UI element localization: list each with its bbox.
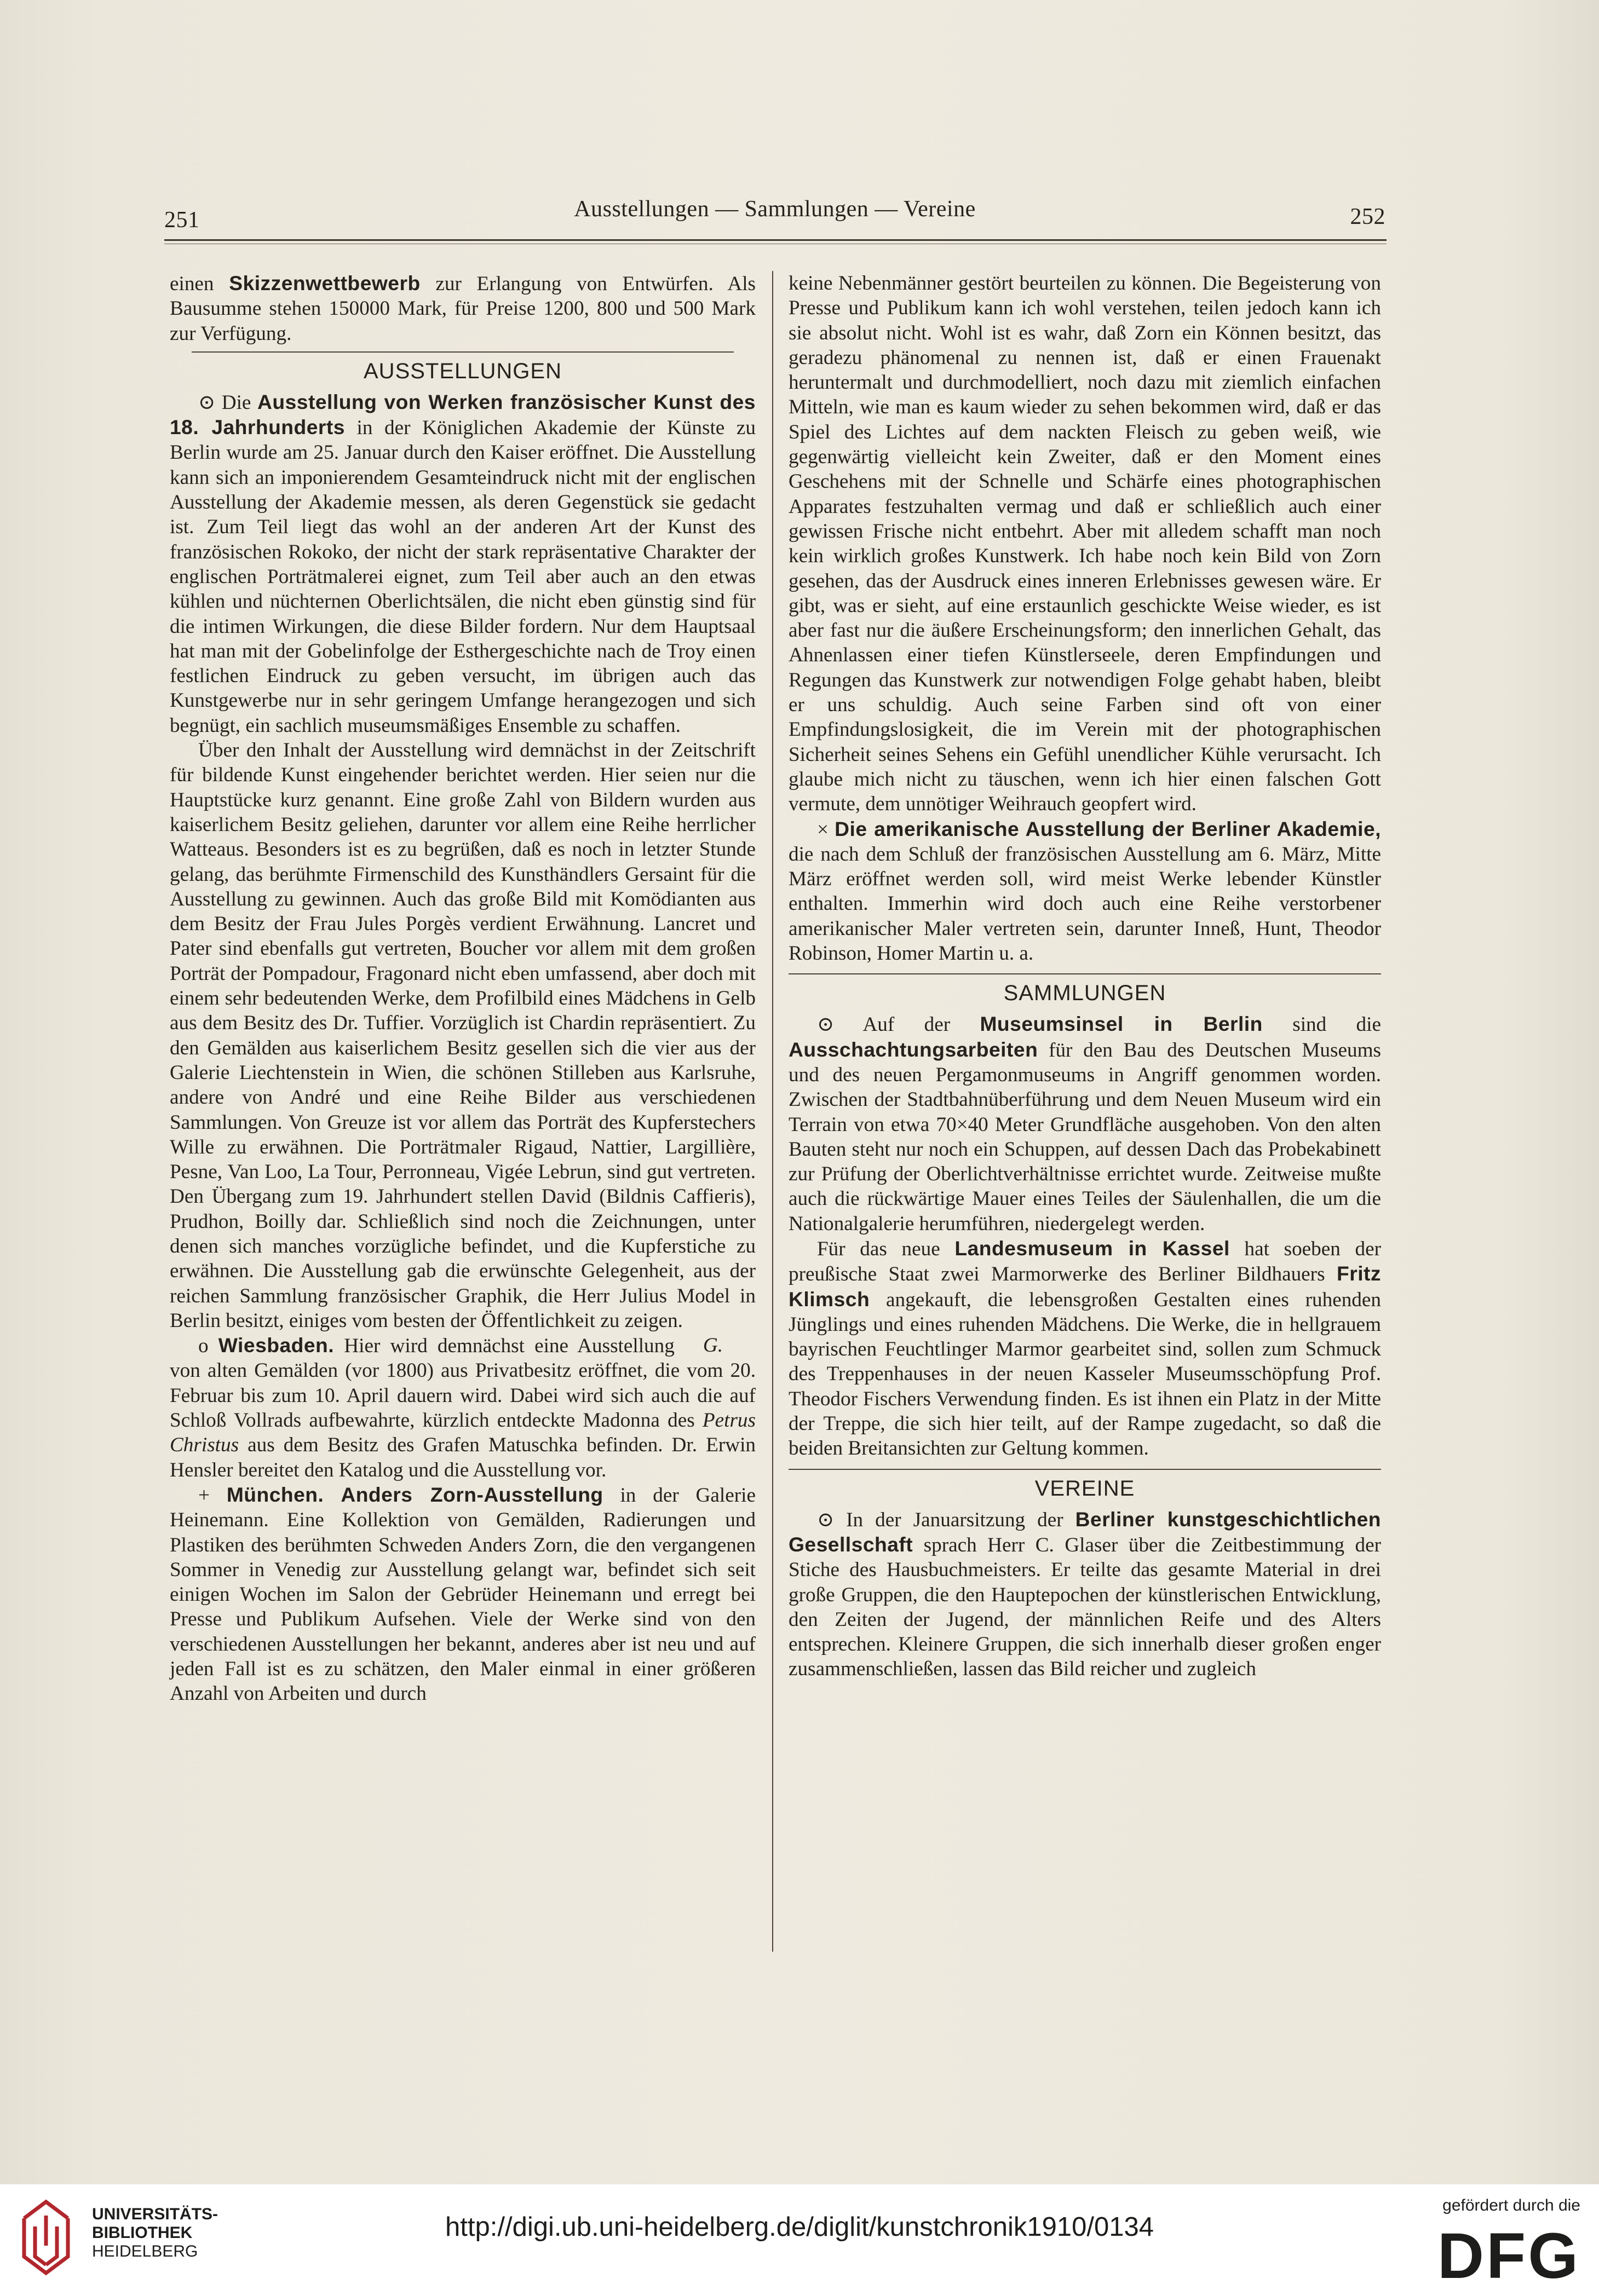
section-heading-vereine: VEREINE bbox=[1034, 1476, 1135, 1501]
column-divider bbox=[772, 271, 773, 1952]
bold-term: Berliner kunstgeschichtlichen Gesellschaft bbox=[789, 1507, 1381, 1556]
left-column bbox=[170, 271, 756, 1706]
page-number-right: 252 bbox=[1350, 204, 1385, 229]
circle-mark-icon: ⊙ In der Januarsitzung der bbox=[817, 1508, 1075, 1531]
paragraph-wiesbaden: o Wiesbaden. Hier wird demnächst eine Ausstellung von alten Gemälden (vor 1800) aus Privatbesitz eröffnet, die vom 20. Februar bis zum 10. April dauern wird. Dabei wird sich auch die auf Schloß Vollrads aufbewahrte, kürzlich entdeckte Madonna des Petrus Christus aus dem Besitz des Grafen Matuschka befinden. Dr. Erwin Hensler bereitet den Katalog und die Ausstellung vor. bbox=[170, 1334, 756, 1481]
paragraph-museumsinsel: ⊙ Auf der Museumsinsel in Berlin sind die Ausschachtungsarbeiten für den Bau des Deutschen Museums und des neuen Pergamonmuseums in Angriff genommen worden. Zwischen der Stadtbahnüberführung und dem Neuen Museum wird ein Terrain von etwa 70×40 Meter Grundfläche ausgehoben. Von den alten Bauten steht nur noch ein Schuppen, auf dessen Dach das Probekabinett zur Prüfung der Oberlichtverhältnisse errichtet wurde. Zeitweise mußte auch die rückwärtige Mauer eines Teiles der Säulenhallen, die um die Nationalgalerie herumführen, niedergelegt werden. bbox=[789, 1012, 1381, 1235]
paragraph-landesmuseum-kassel: Für das neue Landesmuseum in Kassel hat soeben der preußische Staat zwei Marmorwerke des Berliner Bildhauers Fritz Klimsch angekauft, die lebensgroßen Gestalten eines ruhenden Jünglings und eines ruhenden Mädchens. Die Werke, die in hellgrauem bayrischen Feuchtlinger Marmor gearbeitet sind, sollen zum Schmuck des Treppenhauses in der neuen Kasseler Museumsschöpfung Prof. Theodor Fischers Verwendung finden. Es ist ihnen ein Platz in der Mitte der Treppe, die sich hier teilt, auf der Rampe zugedacht, so daß die beiden Breitansichten zur Geltung kommen. bbox=[789, 1236, 1381, 1460]
digitization-footer bbox=[0, 2184, 1599, 2296]
section-rule bbox=[789, 973, 1381, 974]
paragraph-skizzenwettbewerb: einen Skizzenwettbewerb zur Erlangung von Entwürfen. Als Bausumme stehen 150000 Mark, für Preise 1200, 800 und 500 Mark zur Verfügung. bbox=[170, 272, 756, 345]
header-rule bbox=[164, 239, 1387, 241]
paragraph-muenchen: + München. Anders Zorn-Ausstellung in der Galerie Heinemann. Eine Kollektion von Gemälden, Radierungen und Plastiken des berühmten Schweden Anders Zorn, die den vergangenen Sommer in Venedig zur Ausstellung gelangt war, befindet sich seit einigen Wochen im Salon der Gebrüder Heinemann und erregt bei Presse und Publikum Aufsehen. Viele der Werke sind von den verschiedenen Ausstellungen her bekannt, anderes aber ist neu und auf jeden Fall ist es zu schätzen, den Maler einmal in einer größeren Anzahl von Arbeiten und durch bbox=[170, 1482, 756, 1705]
bold-term: Wiesbaden. bbox=[218, 1334, 335, 1357]
paragraph-zorn-continued: keine Nebenmänner gestört beurteilen zu können. Die Begeisterung von Presse und Publikum kann ich wohl verstehen, teilen jedoch kann ich sie absolut nicht. Wohl ist es wahr, daß Zorn ein Können besitzt, das geradezu phänomenal zu nennen ist, daß er einen Frauenakt heruntermalt und durchmodelliert, noch dazu mit ziemlich einfachen Mitteln, wie man es kaum wieder zu sehen bekommen wird, daß er das Spiel des Lichtes auf dem nackten Fleisch zu geben weiß, wie gegenwärtig vielleicht kein Zweiter, daß er den Moment eines Geschehens mit der Schnelle und Schärfe eines photographischen Apparates festzuhalten vermag und daß er schließlich auch einer gewissen Frische nicht entbehrt. Aber mit alledem schafft man noch kein wirklich großes Kunstwerk. Ich habe noch kein Bild von Zorn gesehen, das der Ausdruck eines inneren Erlebnisses gewesen wäre. Er gibt, was er sieht, auf eine erstaunlich geschickte Weise wieder, es ist aber fast nur die äußere Erscheinungsform; den innerlichen Gehalt, das Ahnenlassen einer tiefen Künstlerseele, deren Empfindungen und Regungen das Kunstwerk zur notwendigen Folge gehabt haben, bleibt er uns schuldig. Auch seine Farben sind oft von einer Empfindungslosigkeit, die im Verein mit der photographischen Sicherheit seines Sehens ein Gefühl unendlicher Kühle verursacht. Ich glaube mich nicht zu täuschen, wenn ich hier einen falschen Gott vermute, dem unnötiger Weihrauch geopfert wird. bbox=[789, 272, 1381, 816]
bold-term: Skizzenwettbewerb bbox=[229, 272, 421, 295]
bold-term: Museumsinsel in Berlin bbox=[980, 1012, 1263, 1036]
source-url-link[interactable]: http://digi.ub.uni-heidelberg.de/diglit/kunstchronik1910/0134 bbox=[445, 2212, 1154, 2242]
paragraph-inhalt: Über den Inhalt der Ausstellung wird demnächst in der Zeitschrift für bildende Kunst eingehender berichtet werden. Hier seien nur die Hauptstücke kurz genannt. Eine große Zahl von Bildern wurden aus kaiserlichem Besitz geliehen, darunter vor allem eine Reihe herrlicher Watteaus. Besonders ist es zu begrüßen, daß es noch in letzter Stunde gelang, das berühmte Firmenschild des Kunsthändlers Gersaint für die Ausstellung zu gewinnen. Auch das große Bild mit Komödianten aus dem Besitz der Frau Jules Porgès verdient Erwähnung. Lancret und Pater sind ebenfalls gut vertreten, Boucher vor allem mit dem großen Porträt der Pompadour, Fragonard nicht eben umfassend, aber doch mit einem sehr bedeutenden Werke, dem Profilbild eines Mädchens in Gelb aus dem Besitz des Dr. Tuffier. Vorzüglich ist Chardin repräsentiert. Zu den Gemälden aus kaiserlichem Besitz gesellen sich die vier aus der Galerie Liechtenstein in Wien, die schönen Stilleben aus Karlsruhe, andere von André und eine Reihe Bilder aus verschiedenen Sammlungen. Von Greuze ist vor allem das Porträt des Kupferstechers Wille zu erwähnen. Die Porträtmaler Rigaud, Nattier, Largillière, Pesne, Van Loo, La Tour, Perronneau, Vigée Lebrun, sind gut vertreten. Den Übergang zum 19. Jahrhundert stellen David (Bildnis Caffieris), Prudhon, Boilly dar. Schließlich sind noch die Zeichnungen, unter denen sich manches vorzügliche befindet, und die Kupferstiche zu erwähnen. Die Ausstellung gab die erwünschte Gelegenheit, aus der reichen Sammlung französischer Graphik, die Herr Julius Model in Berlin besitzt, einiges vom besten der Öffentlichkeit zu zeigen. G. bbox=[170, 738, 756, 1333]
x-mark-icon: × bbox=[817, 818, 835, 841]
paragraph-amerikanische-ausstellung: × Die amerikanische Ausstellung der Berliner Akademie, die nach dem Schluß der französischen Ausstellung am 6. März, Mitte März eröffnet werden soll, wird meist Werke lebender Künstler enthalten. Immerhin wird doch auch eine Reihe verstorbener amerikanischer Maler vertreten sein, darunter Inneß, Hunt, Theodor Robinson, Homer Martin u. a. bbox=[789, 817, 1381, 965]
circle-mark-icon: ⊙ Die bbox=[198, 391, 258, 414]
bold-term: Fritz Klimsch bbox=[789, 1262, 1381, 1311]
section-heading-sammlungen: SAMMLUNGEN bbox=[1003, 981, 1166, 1006]
ring-mark-icon: o bbox=[198, 1335, 218, 1358]
dfg-logo: DFG bbox=[1437, 2220, 1580, 2292]
cross-mark-icon: + bbox=[198, 1484, 227, 1507]
library-name: UNIVERSITÄTS- BIBLIOTHEK HEIDELBERG bbox=[92, 2205, 218, 2260]
bold-term: Die amerikanische Ausstellung der Berliner Akademie, bbox=[835, 817, 1381, 840]
bold-term: Ausstellung von Werken französischer Kunst des 18. Jahrhunderts bbox=[170, 390, 756, 439]
section-rule bbox=[789, 1469, 1381, 1470]
bold-term: Landesmuseum in Kassel bbox=[954, 1236, 1230, 1260]
section-heading-ausstellungen: AUSSTELLUNGEN bbox=[364, 359, 562, 383]
bold-term: München. Anders Zorn-Ausstellung bbox=[226, 1482, 603, 1506]
bold-term: Ausschachtungsarbeiten bbox=[789, 1037, 1038, 1061]
section-rule bbox=[192, 351, 734, 353]
right-column bbox=[789, 271, 1381, 1682]
running-header bbox=[164, 196, 1385, 234]
funding-label: gefördert durch die bbox=[1442, 2196, 1580, 2214]
circle-mark-icon: ⊙ Auf der bbox=[817, 1013, 980, 1036]
paragraph-franzoesische-kunst: ⊙ Die Ausstellung von Werken französischer Kunst des 18. Jahrhunderts in der Königlichen Akademie der Künste zu Berlin wurde am 25. Januar durch den Kaiser eröffnet. Die Ausstellung kann sich an imponierendem Gesamteindruck nicht mit der englischen Ausstellung der Akademie messen, als deren Gegenstück sie gedacht ist. Zum Teil liegt das wohl an der anderen Art der Kunst des französischen Rokoko, der nicht der stark repräsentative Charakter der englischen Porträtmalerei eignet, zum Teil aber auch an den etwas kühlen und nüchternen Oberlichtsälen, die nicht eben günstig sind für die intimen Wirkungen, die diese Bilder fordern. Nur dem Hauptsaal hat man mit der Gobelinfolge der Esthergeschichte nach de Troy einen festlichen Eindruck zu geben versucht, im übrigen auch das Kunstgewerbe nur in sehr geringem Umfange herangezogen und sich begnügt, ein sachlich museumsmäßiges Ensemble zu schaffen. bbox=[170, 390, 756, 737]
italic-term: Petrus Christus bbox=[170, 1409, 756, 1457]
author-signature: G. bbox=[703, 1334, 723, 1357]
paragraph-kunstgeschichtliche-gesellschaft: ⊙ In der Januarsitzung der Berliner kunstgeschichtlichen Gesellschaft sprach Herr C. Glaser über die Zeitbestimmung der Stiche des Hausbuchmeisters. Er teilte das gesamte Material in drei große Gruppen, die den Hauptepochen der künstlerischen Entwicklung, den Zeiten der Jugend, der männlichen Reife und des Alters entsprechen. Kleinere Gruppen, die sich innerhalb dieser großen enger zusammenschließen, lassen das Bild reicher und zugleich bbox=[789, 1507, 1381, 1681]
running-title: Ausstellungen — Sammlungen — Vereine bbox=[574, 197, 976, 222]
page-number-left: 251 bbox=[164, 207, 200, 233]
